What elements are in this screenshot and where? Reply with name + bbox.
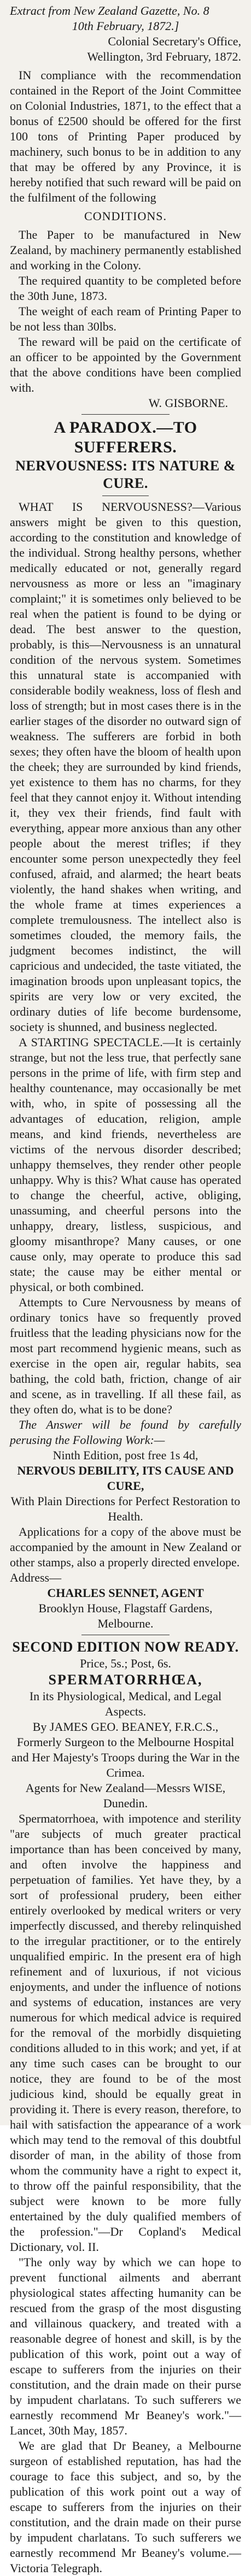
office-line: Colonial Secretary's Office, <box>108 34 241 48</box>
book-advert <box>10 1638 241 2576</box>
book-title: NERVOUS DEBILITY, ITS CAUSE AND CURE, <box>17 1464 234 1493</box>
book-title: SPERMATORRHŒA, <box>48 1672 203 1688</box>
author-line: By JAMES GEO. BEANEY, F.R.C.S., <box>32 1720 219 1734</box>
place-date-line: Wellington, 3rd February, 1872. <box>87 50 241 63</box>
advert-paragraph: We are glad that Dr Beaney, a Melbourne surgeon of established reputation, has had the courage to face this subject, and so, by the publication of this work point out a way of escape to sufferers from the injuries on their constitution, and the drain made on their purse by impudent charlatans. To such sufferers we earnestly recommend Mr Beaney's volume.—Victoria Telegraph. <box>10 2439 241 2575</box>
advert-subtitle: NERVOUSNESS: ITS NATURE & CURE. <box>15 458 236 491</box>
advert-paragraph: Attempts to Cure Nervousness by means of ordinary tonics have so frequently proved fruitless that the leading physicians now for the most part recommend hygienic means, such as exercise in the open air, regular habits, sea bathing, the cold bath, friction, change of air and scene, as in travelling. If all these fail, as they often do, what is to be done? <box>10 1295 241 1416</box>
advert-paragraph: "The only way by which we can hope to prevent functional ailments and aberrant physiological states affecting humanity can be rescued from the grasp of the most disgusting and villainous quackery, and treated with a reasonable degree of honest and skill, is by the publication of this work, point out a way of escape to sufferers from the injuries on their constitution, and the drain made on their purse by impudent charlatans. To such sufferers we earnestly recommend Mr Beaney's work."—Lancet, 30th May, 1857. <box>10 2255 241 2437</box>
advert-paragraph: WHAT IS NERVOUSNESS?—Various answers might be given to this question, according to the constitution and knowledge of the individual. Strong healthy persons, whether medically educated or not, generally regard nervousness as more or less an "imaginary complaint;" it is sometimes only believed to be real when the patient is found to be dying or dead. The best answer to the question, probably, is this—Nervousness is an unnatural condition of the nervous system. Sometimes this unnatural state is accompanied with considerable bodily weakness, loss of flesh and loss of strength; but in most cases there is in the earlier stages of the disorder no outward sign of weakness. The sufferers are forbid in both sexes; they often have the bloom of health upon the cheek; they are surrounded by kind friends, yet existence to them has no charms, for they feel that they cannot enjoy it. Without intending it, they vex their friends, find fault with everything, appear more anxious than any other people about the merest trifles; if they encounter some person unexpectedly they feel confused, afraid, and alarmed; the heart beats violently, the hand shakes when writing, and the whole frame at times experiences a complete tremulousness. The intellect also is sometimes clouded, the memory fails, the judgment becomes indistinct, the will capricious and undecided, the taste vitiated, the imagination broods upon unpleasant topics, the spirits are very low or very excited, the ordinary duties of life become burdensome, society is shunned, and business neglected. <box>10 500 241 1034</box>
price-line: Price, 5s.; Post, 6s. <box>80 1657 171 1670</box>
condition-item: The weight of each ream of Printing Paper to be not less than 30lbs. <box>10 304 241 333</box>
advert-title: A PARADOX.—TO SUFFERERS. <box>54 418 197 456</box>
conditions-heading: CONDITIONS. <box>84 209 167 223</box>
address-label: Address— <box>10 1571 62 1584</box>
condition-item: The Paper to be manufactured in New Zealand, by machinery permanently established and working in the Colony. <box>10 228 241 272</box>
advert-paragraph: The Answer will be found by carefully perusing the Following Work:— <box>10 1418 241 1447</box>
advert-paragraph: A STARTING SPECTACLE.—It is certainly strange, but not the less true, that perfectly sane persons in the prime of life, with firm step and healthy countenance, may occasionally be met with, who, in spite of possessing all the advantages of education, religion, ample means, and kind friends, nevertheless are victims of the nervous disorder described; unhappy themselves, they render other people unhappy. Why is this? What cause has operated to change the cheerful, active, obliging, unassuming, and cheerful persons into the unhappy, dreary, listless, suspicious, and gloomy misanthrope? Many causes, or one cause only, may operate to produce this sad state; the cause may be either mental or physical, or both combined. <box>10 1035 241 1294</box>
edition-line: Ninth Edition, post free 1s 4d, <box>52 1448 199 1462</box>
advert-paragraph: Spermatorrhoea, with impotence and sterility "are subjects of much greater practical importance than has been conceived by many, and often involve the happiness and perpetuation of families. Yet have they, by a sort of professional prudery, been either entirely overlooked by medical writers or very imperfectly discussed, and thereby relinquished to the irregular practitioner, or to the entirely unqualified empiric. In the present era of high refinement and of luxurious, if not vicious enjoyments, and under the influence of notions and systems of education, instances are very numerous for which medical advice is required for the removal of the morbidly disquieting conditions alluded to in this work; and yet, if at any time such cases can be brought to our notice, they are found to be of the most judicious kind, should be equally great in providing it. There is every reason, therefore, to hail with satisfaction the appearance of a work which may tend to the removal of this doubtful disorder of man, in the ability of those from whom the community have a right to expect it, to throw off the painful responsibility, that the subject were known to be more fully entertained by the duly qualified members of the profession."—Dr Copland's Medical Dictionary, vol. II. <box>10 1812 241 2254</box>
book-subtitle: With Plain Directions for Perfect Restoration to Health. <box>10 1494 241 1523</box>
advert-paragraph: Applications for a copy of the above must be accompanied by the amount in New Zealand or other stamps, also a properly directed envelope. <box>10 1525 241 1569</box>
signature: W. GISBORNE. <box>148 396 228 410</box>
author-role: Formerly Surgeon to the Melbourne Hospital and Her Majesty's Troops during the War in the Crimea. <box>11 1735 240 1779</box>
edition-headline: SECOND EDITION NOW READY. <box>12 1639 239 1655</box>
gazette-date: 10th February, 1872.] <box>72 19 179 33</box>
agent-address: Brooklyn House, Flagstaff Gardens, <box>38 1601 213 1615</box>
gazette-extract-line: Extract from New Zealand Gazette, No. 8 <box>10 4 209 17</box>
gazette-notice <box>10 3 241 411</box>
book-scope: In its Physiological, Medical, and Legal Aspects. <box>29 1689 222 1718</box>
divider <box>81 414 170 415</box>
agent-name: CHARLES SENNET, AGENT <box>47 1586 204 1600</box>
condition-item: The required quantity to be completed before the 30th June, 1873. <box>10 274 241 303</box>
agent-city: Melbourne. <box>97 1617 154 1630</box>
agents-line: Agents for New Zealand—Messrs WISE, Dunedin. <box>25 1781 226 1810</box>
gazette-body: IN compliance with the recommendation contained in the Report of the Joint Committee on Colonial Industries, 1871, to the effect that a bonus of £2500 should be offered for the first 100 tons of Printing Paper produced by machinery, such bonus to be in addition to any that may be offered by any Province, it is hereby notified that such reward will be paid on the fulfilment of the following <box>10 68 241 204</box>
nervousness-advert <box>10 418 241 1631</box>
condition-item: The reward will be paid on the certificate of an officer to be appointed by the Government that the above conditions have been complied with. <box>10 335 241 394</box>
